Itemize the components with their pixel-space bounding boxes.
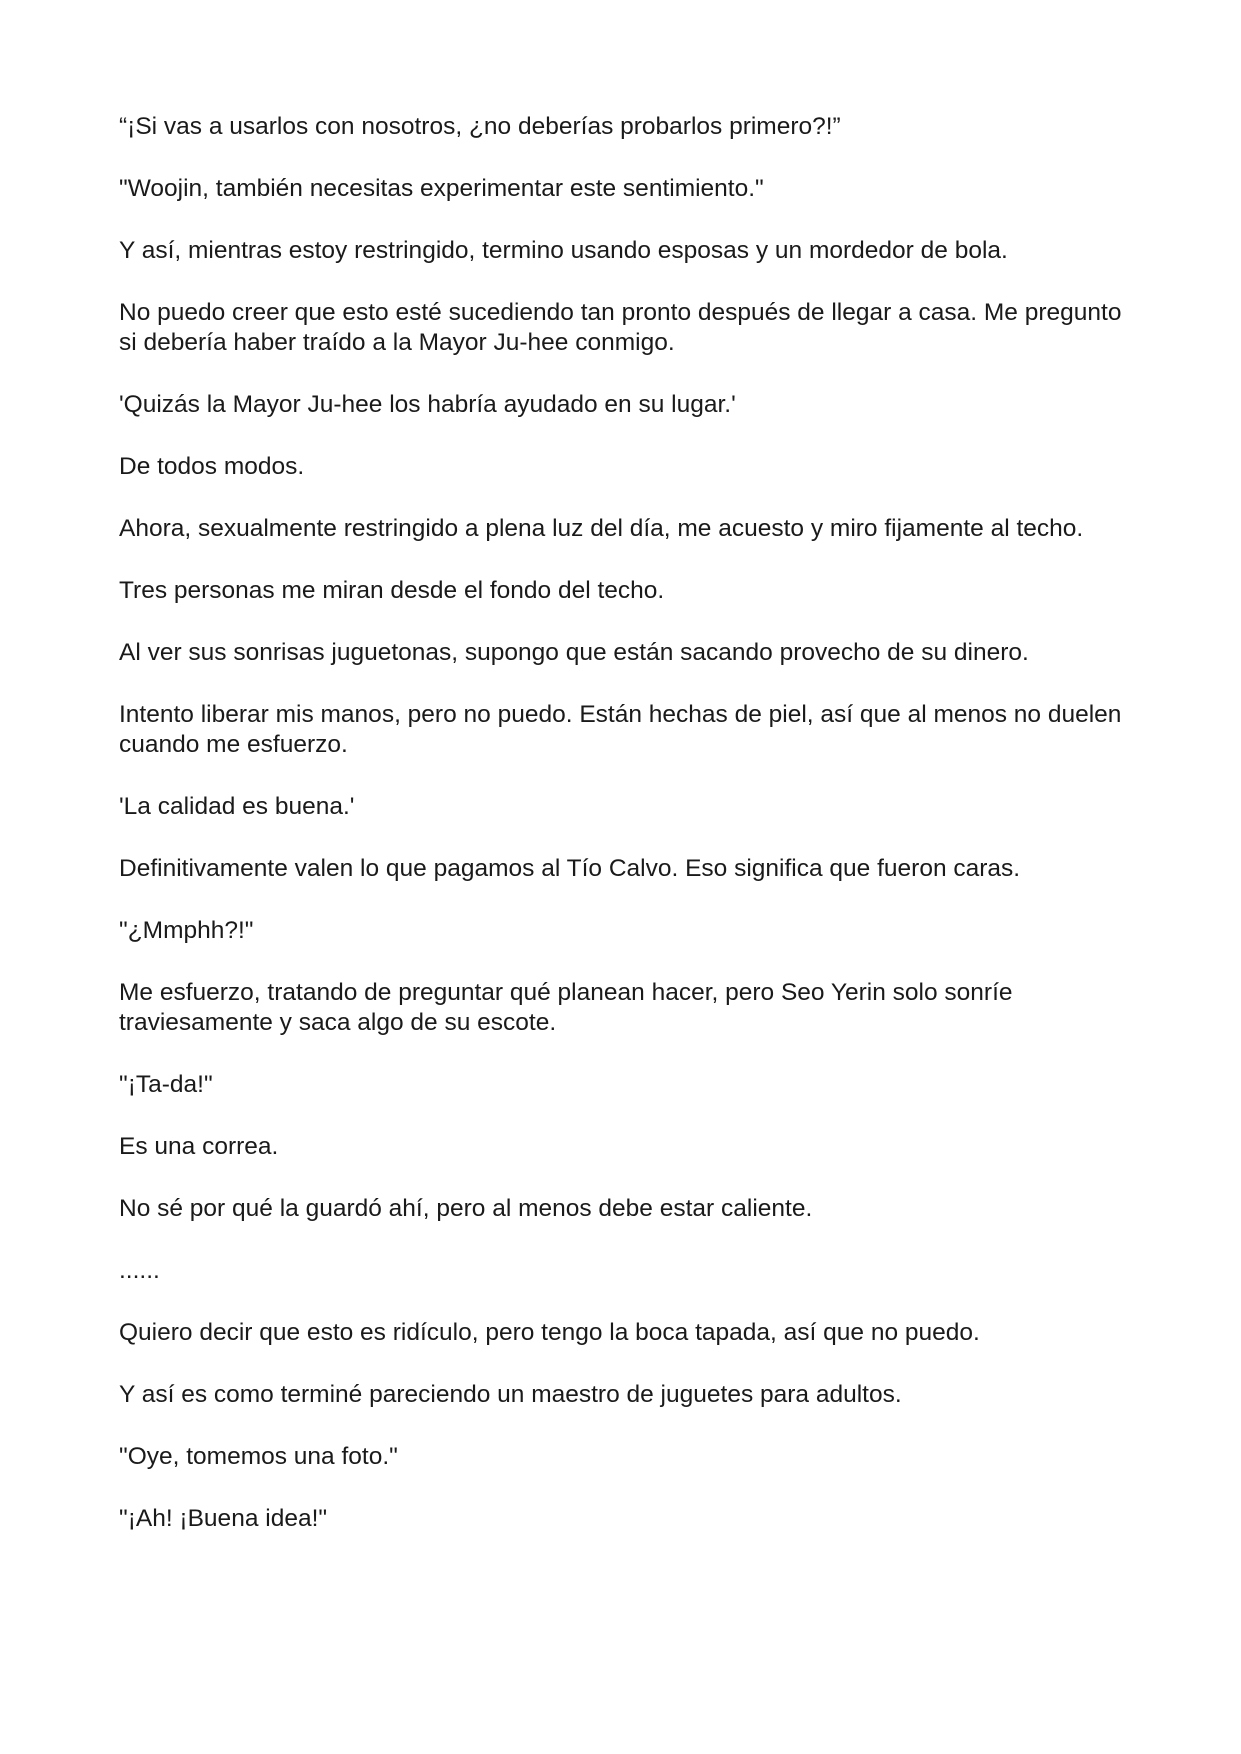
paragraph: No sé por qué la guardó ahí, pero al menos debe estar caliente.	[119, 1195, 813, 1222]
paragraph: "¡Ta-da!"	[119, 1071, 213, 1098]
paragraph: Quiero decir que esto es ridículo, pero tengo la boca tapada, así que no puedo.	[119, 1319, 980, 1346]
paragraph: Es una correa.	[119, 1133, 279, 1160]
paragraph: “¡Si vas a usarlos con nosotros, ¿no deberías probarlos primero?!”	[119, 113, 841, 140]
paragraph: 'Quizás la Mayor Ju-hee los habría ayudado en su lugar.'	[119, 391, 736, 418]
paragraph: Y así es como terminé pareciendo un maestro de juguetes para adultos.	[119, 1381, 902, 1408]
paragraph: Ahora, sexualmente restringido a plena luz del día, me acuesto y miro fijamente al techo.	[119, 515, 1084, 542]
paragraph: Intento liberar mis manos, pero no puedo. Están hechas de piel, así que al menos no duelen cuando me esfuerzo.	[119, 701, 1122, 758]
paragraph: Y así, mientras estoy restringido, termino usando esposas y un mordedor de bola.	[119, 237, 1008, 264]
paragraph: No puedo creer que esto esté sucediendo tan pronto después de llegar a casa. Me pregunto si debería haber traído a la Mayor Ju-hee conmigo.	[119, 299, 1122, 356]
paragraph: De todos modos.	[119, 453, 305, 480]
paragraph: "¿Mmphh?!"	[119, 917, 254, 944]
paragraph: Al ver sus sonrisas juguetonas, supongo que están sacando provecho de su dinero.	[119, 639, 1029, 666]
paragraph: 'La calidad es buena.'	[119, 793, 355, 820]
paragraph: "Woojin, también necesitas experimentar este sentimiento."	[119, 175, 764, 202]
paragraph: Tres personas me miran desde el fondo del techo.	[119, 577, 665, 604]
document-body	[119, 112, 1129, 1566]
paragraph: Definitivamente valen lo que pagamos al Tío Calvo. Eso significa que fueron caras.	[119, 855, 1021, 882]
paragraph: ......	[119, 1257, 160, 1284]
paragraph: "Oye, tomemos una foto."	[119, 1443, 398, 1470]
paragraph: Me esfuerzo, tratando de preguntar qué planean hacer, pero Seo Yerin solo sonríe traviesamente y saca algo de su escote.	[119, 979, 1013, 1036]
paragraph: "¡Ah! ¡Buena idea!"	[119, 1505, 328, 1532]
